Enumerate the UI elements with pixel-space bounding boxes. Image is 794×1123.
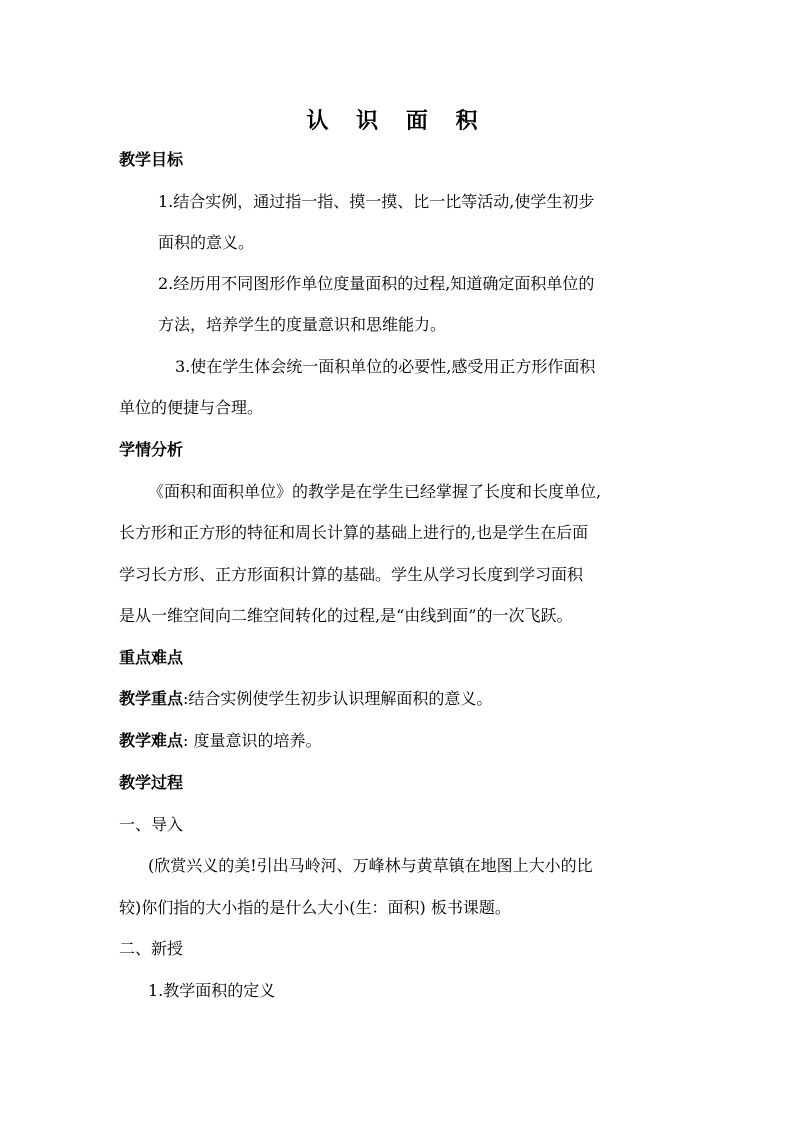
goal-3-line-1: 3.使在学生体会统一面积单位的必要性,感受用正方形作面积 bbox=[175, 357, 596, 376]
goals-heading: 教学目标 bbox=[119, 150, 184, 169]
process-heading: 教学过程 bbox=[119, 773, 184, 792]
teaching-focus-text: :结合实例使学生初步认识理解面积的意义。 bbox=[183, 689, 493, 708]
intro-heading: 一、导入 bbox=[119, 815, 184, 834]
teaching-difficulty-text: : 度量意识的培养。 bbox=[183, 731, 322, 750]
new-lesson-sub-1: 1.教学面积的定义 bbox=[148, 981, 276, 1000]
analysis-line-2: 长方形和正方形的特征和周长计算的基础上进行的,也是学生在后面 bbox=[119, 523, 589, 542]
document-title: 认 识 面 积 bbox=[306, 108, 488, 134]
goal-1-line-1: 1.结合实例，通过指一指、摸一摸、比一比等活动,使学生初步 bbox=[158, 192, 595, 211]
goal-2-line-1: 2.经历用不同图形作单位度量面积的过程,知道确定面积单位的 bbox=[158, 274, 595, 293]
intro-line-1: (欣赏兴义的美!引出马岭河、万峰林与黄草镇在地图上大小的比 bbox=[148, 856, 593, 875]
key-points-heading: 重点难点 bbox=[119, 648, 184, 667]
teaching-difficulty bbox=[119, 731, 322, 751]
teaching-focus bbox=[119, 689, 492, 709]
analysis-line-3: 学习长方形、正方形面积计算的基础。学生从学习长度到学习面积 bbox=[119, 565, 584, 584]
teaching-focus-label: 教学重点 bbox=[119, 689, 184, 708]
analysis-heading: 学情分析 bbox=[119, 440, 184, 459]
new-lesson-heading: 二、新授 bbox=[119, 939, 184, 958]
teaching-difficulty-label: 教学难点 bbox=[119, 731, 184, 750]
goal-1-line-2: 面积的意义。 bbox=[158, 233, 255, 252]
intro-line-2: 较)你们指的大小指的是什么大小(生：面积) 板书课题。 bbox=[119, 898, 511, 917]
analysis-line-1: 《面积和面积单位》的教学是在学生已经掌握了长度和长度单位, bbox=[148, 482, 602, 501]
analysis-line-4: 是从一维空间向二维空间转化的过程,是“由线到面”的一次飞跃。 bbox=[119, 606, 573, 625]
goal-3-line-2: 单位的便捷与合理。 bbox=[119, 398, 264, 417]
goal-2-line-2: 方法，培养学生的度量意识和思维能力。 bbox=[158, 315, 447, 334]
